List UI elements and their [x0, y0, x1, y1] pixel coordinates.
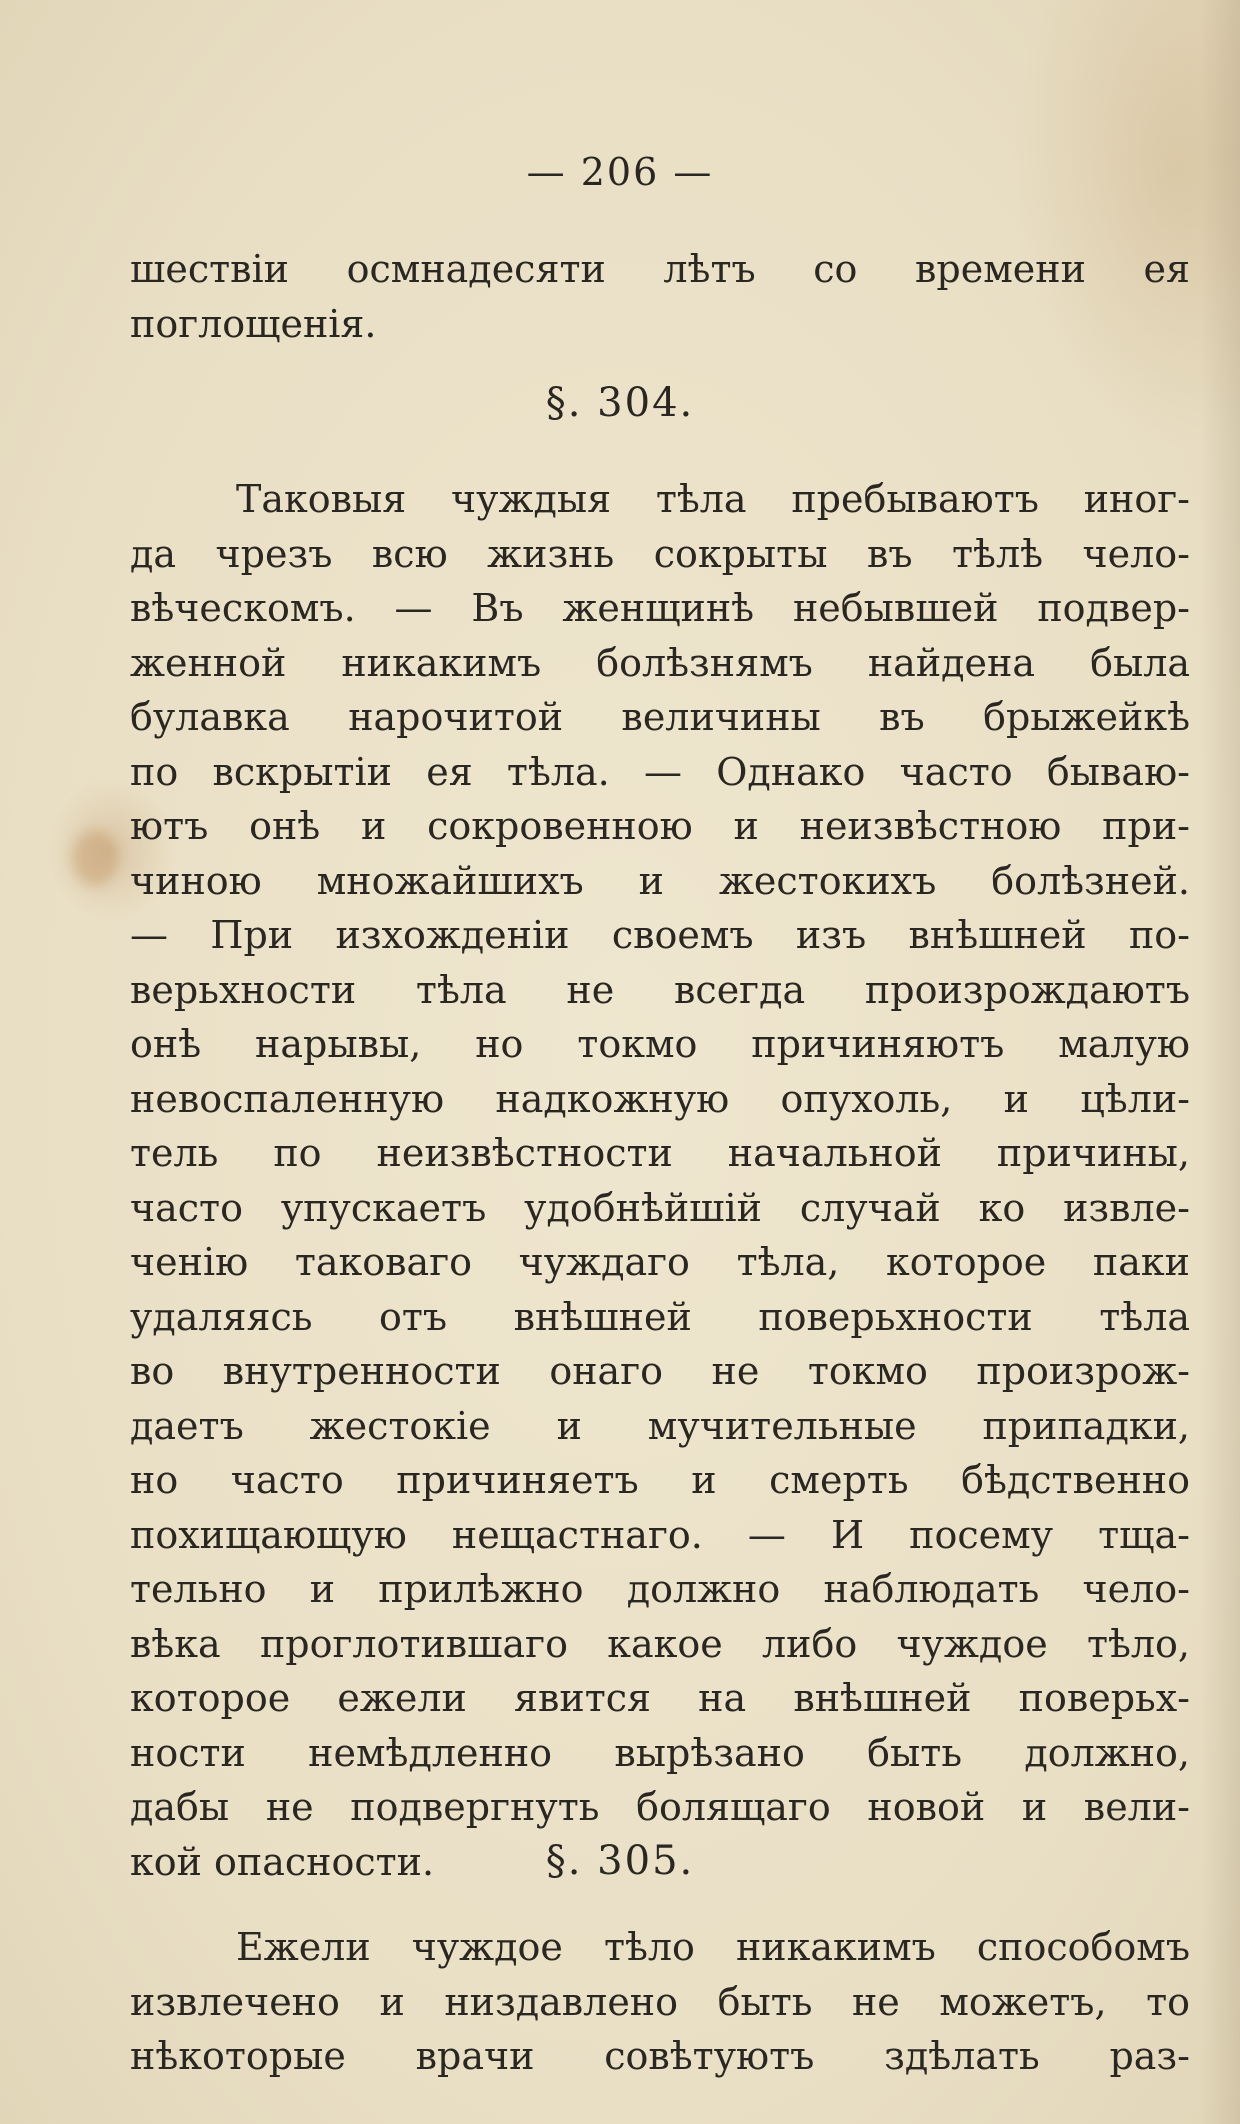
text-line: кой опасности.: [130, 1839, 435, 1884]
section-305-paragraph: [130, 1920, 1190, 2084]
text-line: поглощенія.: [130, 301, 377, 346]
running-head: — 206 —: [526, 150, 714, 194]
text-line: вѣка проглотившаго какое либо чуждое тѣло,: [130, 1621, 1190, 1666]
text-line: онѣ нарывы, но токмо причиняютъ малую: [130, 1022, 1190, 1066]
section-heading-305: §. 305.: [545, 1838, 695, 1884]
paper-stain: [72, 830, 118, 886]
text-line: часто упускаетъ удобнѣйшій случай ко извле-: [130, 1185, 1190, 1230]
text-line: нѣкоторые врачи совѣтуютъ здѣлать раз-: [130, 2034, 1190, 2078]
text-line: ности немѣдленно вырѣзано быть должно,: [130, 1730, 1190, 1775]
text-line: тельно и прилѣжно должно наблюдать чело-: [130, 1567, 1190, 1611]
text-line: — При изхожденіи своемъ изъ внѣшней по-: [130, 913, 1190, 957]
text-line: которое ежели явится на внѣшней поверьх-: [130, 1676, 1190, 1720]
text-line: во внутренности онаго не токмо произрож-: [130, 1349, 1190, 1393]
text-line: вѣческомъ. — Въ женщинѣ небывшей подвер-: [130, 586, 1190, 630]
section-304-paragraph: [130, 472, 1190, 1889]
text-line: невоспаленную надкожную опухоль, и цѣли-: [130, 1076, 1190, 1121]
text-line: ютъ онѣ и сокровенною и неизвѣстною при-: [130, 804, 1190, 848]
text-line: извлечено и низдавлено быть не можетъ, то: [130, 1979, 1190, 2024]
text-line: даетъ жестокіе и мучительные припадки,: [130, 1403, 1190, 1448]
text-line: дабы не подвергнуть болящаго новой и вели-: [130, 1785, 1190, 1829]
text-line: чиною множайшихъ и жестокихъ болѣзней.: [130, 858, 1190, 903]
text-line: похищающую нещастнаго. — И посему тща-: [130, 1512, 1190, 1557]
text-line: Ежели чуждое тѣло никакимъ способомъ: [236, 1925, 1190, 1969]
text-line: женной никакимъ болѣзнямъ найдена была: [130, 640, 1190, 685]
text-line: булавка нарочитой величины въ брыжейкѣ: [130, 695, 1190, 739]
text-line: Таковыя чуждыя тѣла пребываютъ иног-: [236, 477, 1190, 521]
text-line: верьхности тѣла не всегда произрождаютъ: [130, 967, 1190, 1012]
section-heading-304: §. 304.: [545, 380, 695, 426]
text-line: по вскрытіи ея тѣла. — Однако часто бываю-: [130, 749, 1190, 794]
text-line: да чрезъ всю жизнь сокрыты въ тѣлѣ чело-: [130, 531, 1190, 576]
text-line: удаляясь отъ внѣшней поверьхности тѣла: [130, 1294, 1190, 1339]
text-line: но часто причиняетъ и смерть бѣдственно: [130, 1458, 1190, 1502]
text-line: тель по неизвѣстности начальной причины,: [130, 1131, 1190, 1175]
text-line: ченію таковаго чуждаго тѣла, которое паки: [130, 1240, 1190, 1284]
text-line: шествіи осмнадесяти лѣтъ со времени ея: [130, 247, 1190, 291]
page-edge-shadow: [1200, 0, 1240, 2124]
continuation-paragraph: [130, 242, 1190, 351]
